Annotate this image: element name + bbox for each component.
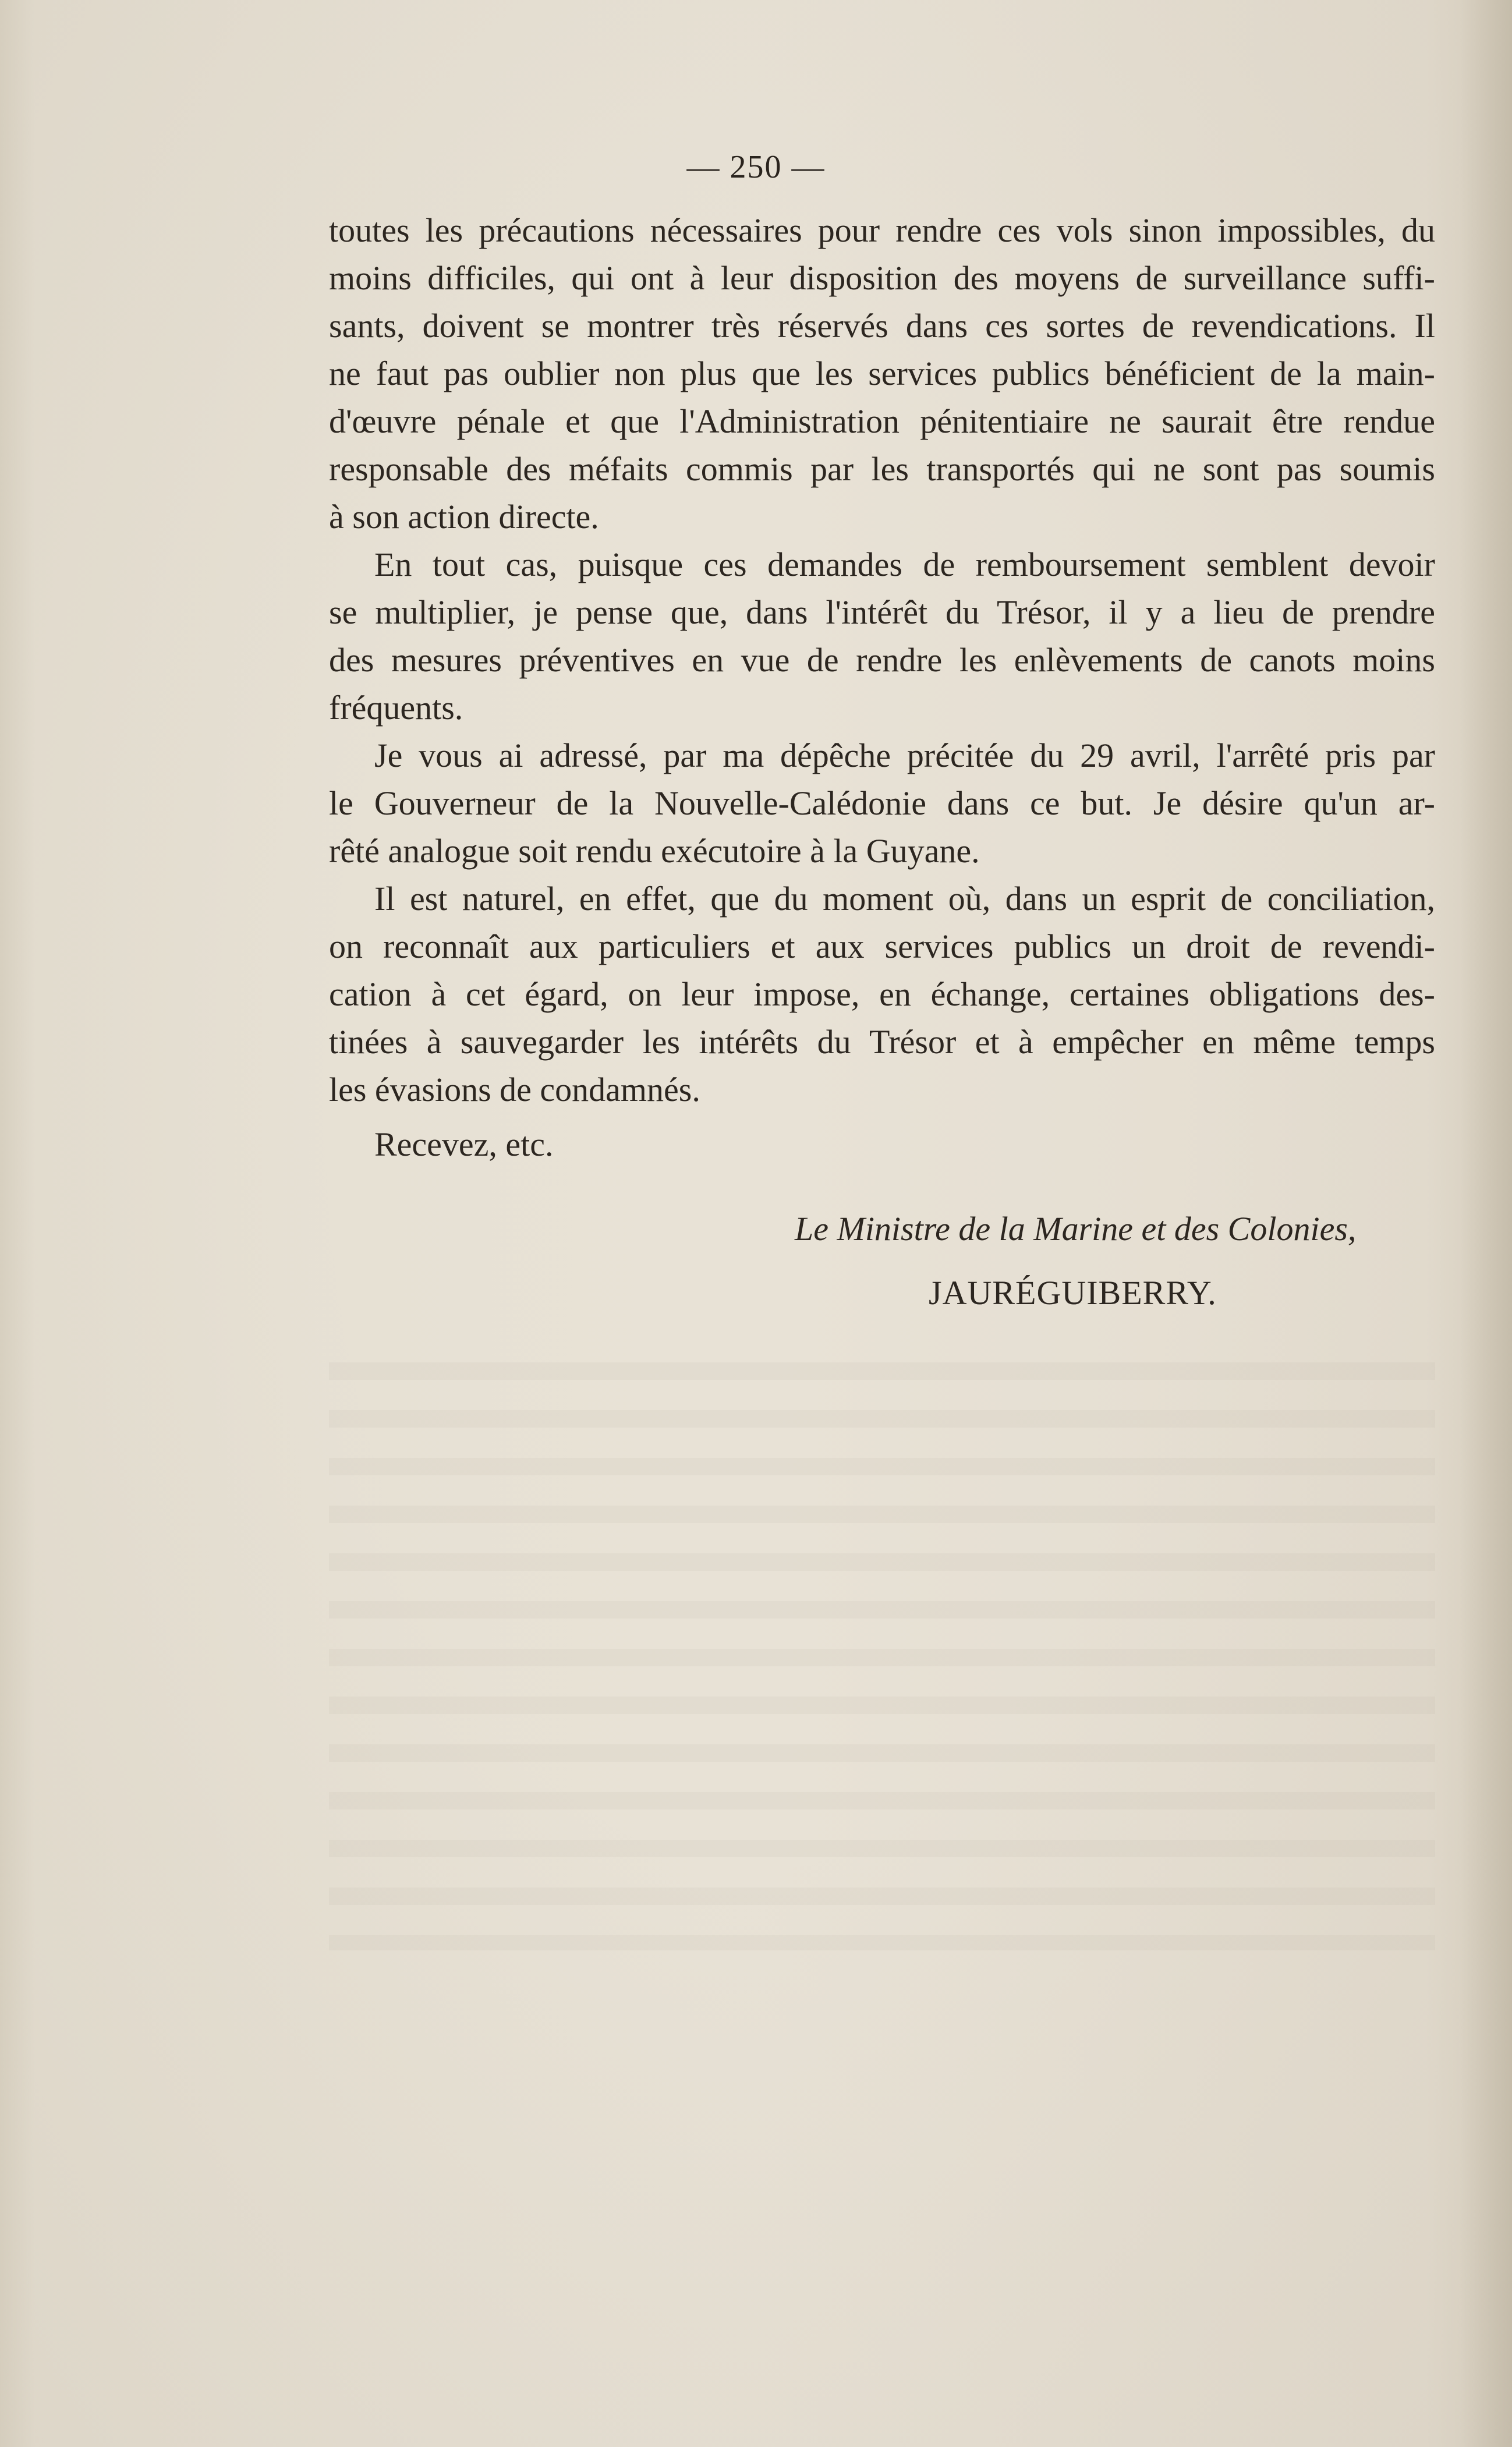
body-text — [329, 207, 1435, 1114]
signature-title: Le Ministre de la Marine et des Colonies, — [795, 1210, 1357, 1248]
text-line: se multiplier, je pense que, dans l'intérêt du Trésor, il y a lieu de prendre — [329, 593, 1435, 631]
text-line: des mesures préventives en vue de rendre les enlèvements de canots moins — [329, 641, 1435, 679]
text-line: sants, doivent se montrer très réservés dans ces sortes de revendications. Il — [329, 307, 1435, 345]
text-line: Je vous ai adressé, par ma dépêche précitée du 29 avril, l'arrêté pris par — [374, 736, 1435, 774]
text-line: à son action directe. — [329, 498, 599, 536]
text-line: cation à cet égard, on leur impose, en échange, certaines obligations des- — [329, 975, 1435, 1013]
text-line: le Gouverneur de la Nouvelle-Calédonie dans ce but. Je désire qu'un ar- — [329, 784, 1435, 822]
signature-name: JAURÉGUIBERRY. — [929, 1274, 1217, 1312]
page-number: — 250 — — [686, 149, 826, 185]
text-line: ne faut pas oublier non plus que les services publics bénéficient de la main- — [329, 355, 1435, 392]
text-line: responsable des méfaits commis par les transportés qui ne sont pas soumis — [329, 450, 1435, 488]
text-line: on reconnaît aux particuliers et aux services publics un droit de revendi- — [329, 927, 1435, 965]
closing-formula: Recevez, etc. — [374, 1125, 554, 1163]
text-line: les évasions de condamnés. — [329, 1071, 700, 1109]
text-line: d'œuvre pénale et que l'Administration pénitentiaire ne saurait être rendue — [329, 402, 1435, 440]
text-line: rêté analogue soit rendu exécutoire à la Guyane. — [329, 832, 980, 870]
text-line: moins difficiles, qui ont à leur disposition des moyens de surveillance suffi- — [329, 259, 1435, 297]
text-line: toutes les précautions nécessaires pour rendre ces vols sinon impossibles, du — [329, 211, 1435, 249]
text-line: Il est naturel, en effet, que du moment où, dans un esprit de conciliation, — [374, 880, 1435, 918]
show-through-texture — [329, 1339, 1435, 1950]
text-line: En tout cas, puisque ces demandes de remboursement semblent devoir — [374, 546, 1435, 583]
text-line: tinées à sauvegarder les intérêts du Trésor et à empêcher en même temps — [329, 1023, 1435, 1061]
page-edge-shadow — [1460, 0, 1512, 2447]
text-line: fréquents. — [329, 689, 463, 727]
